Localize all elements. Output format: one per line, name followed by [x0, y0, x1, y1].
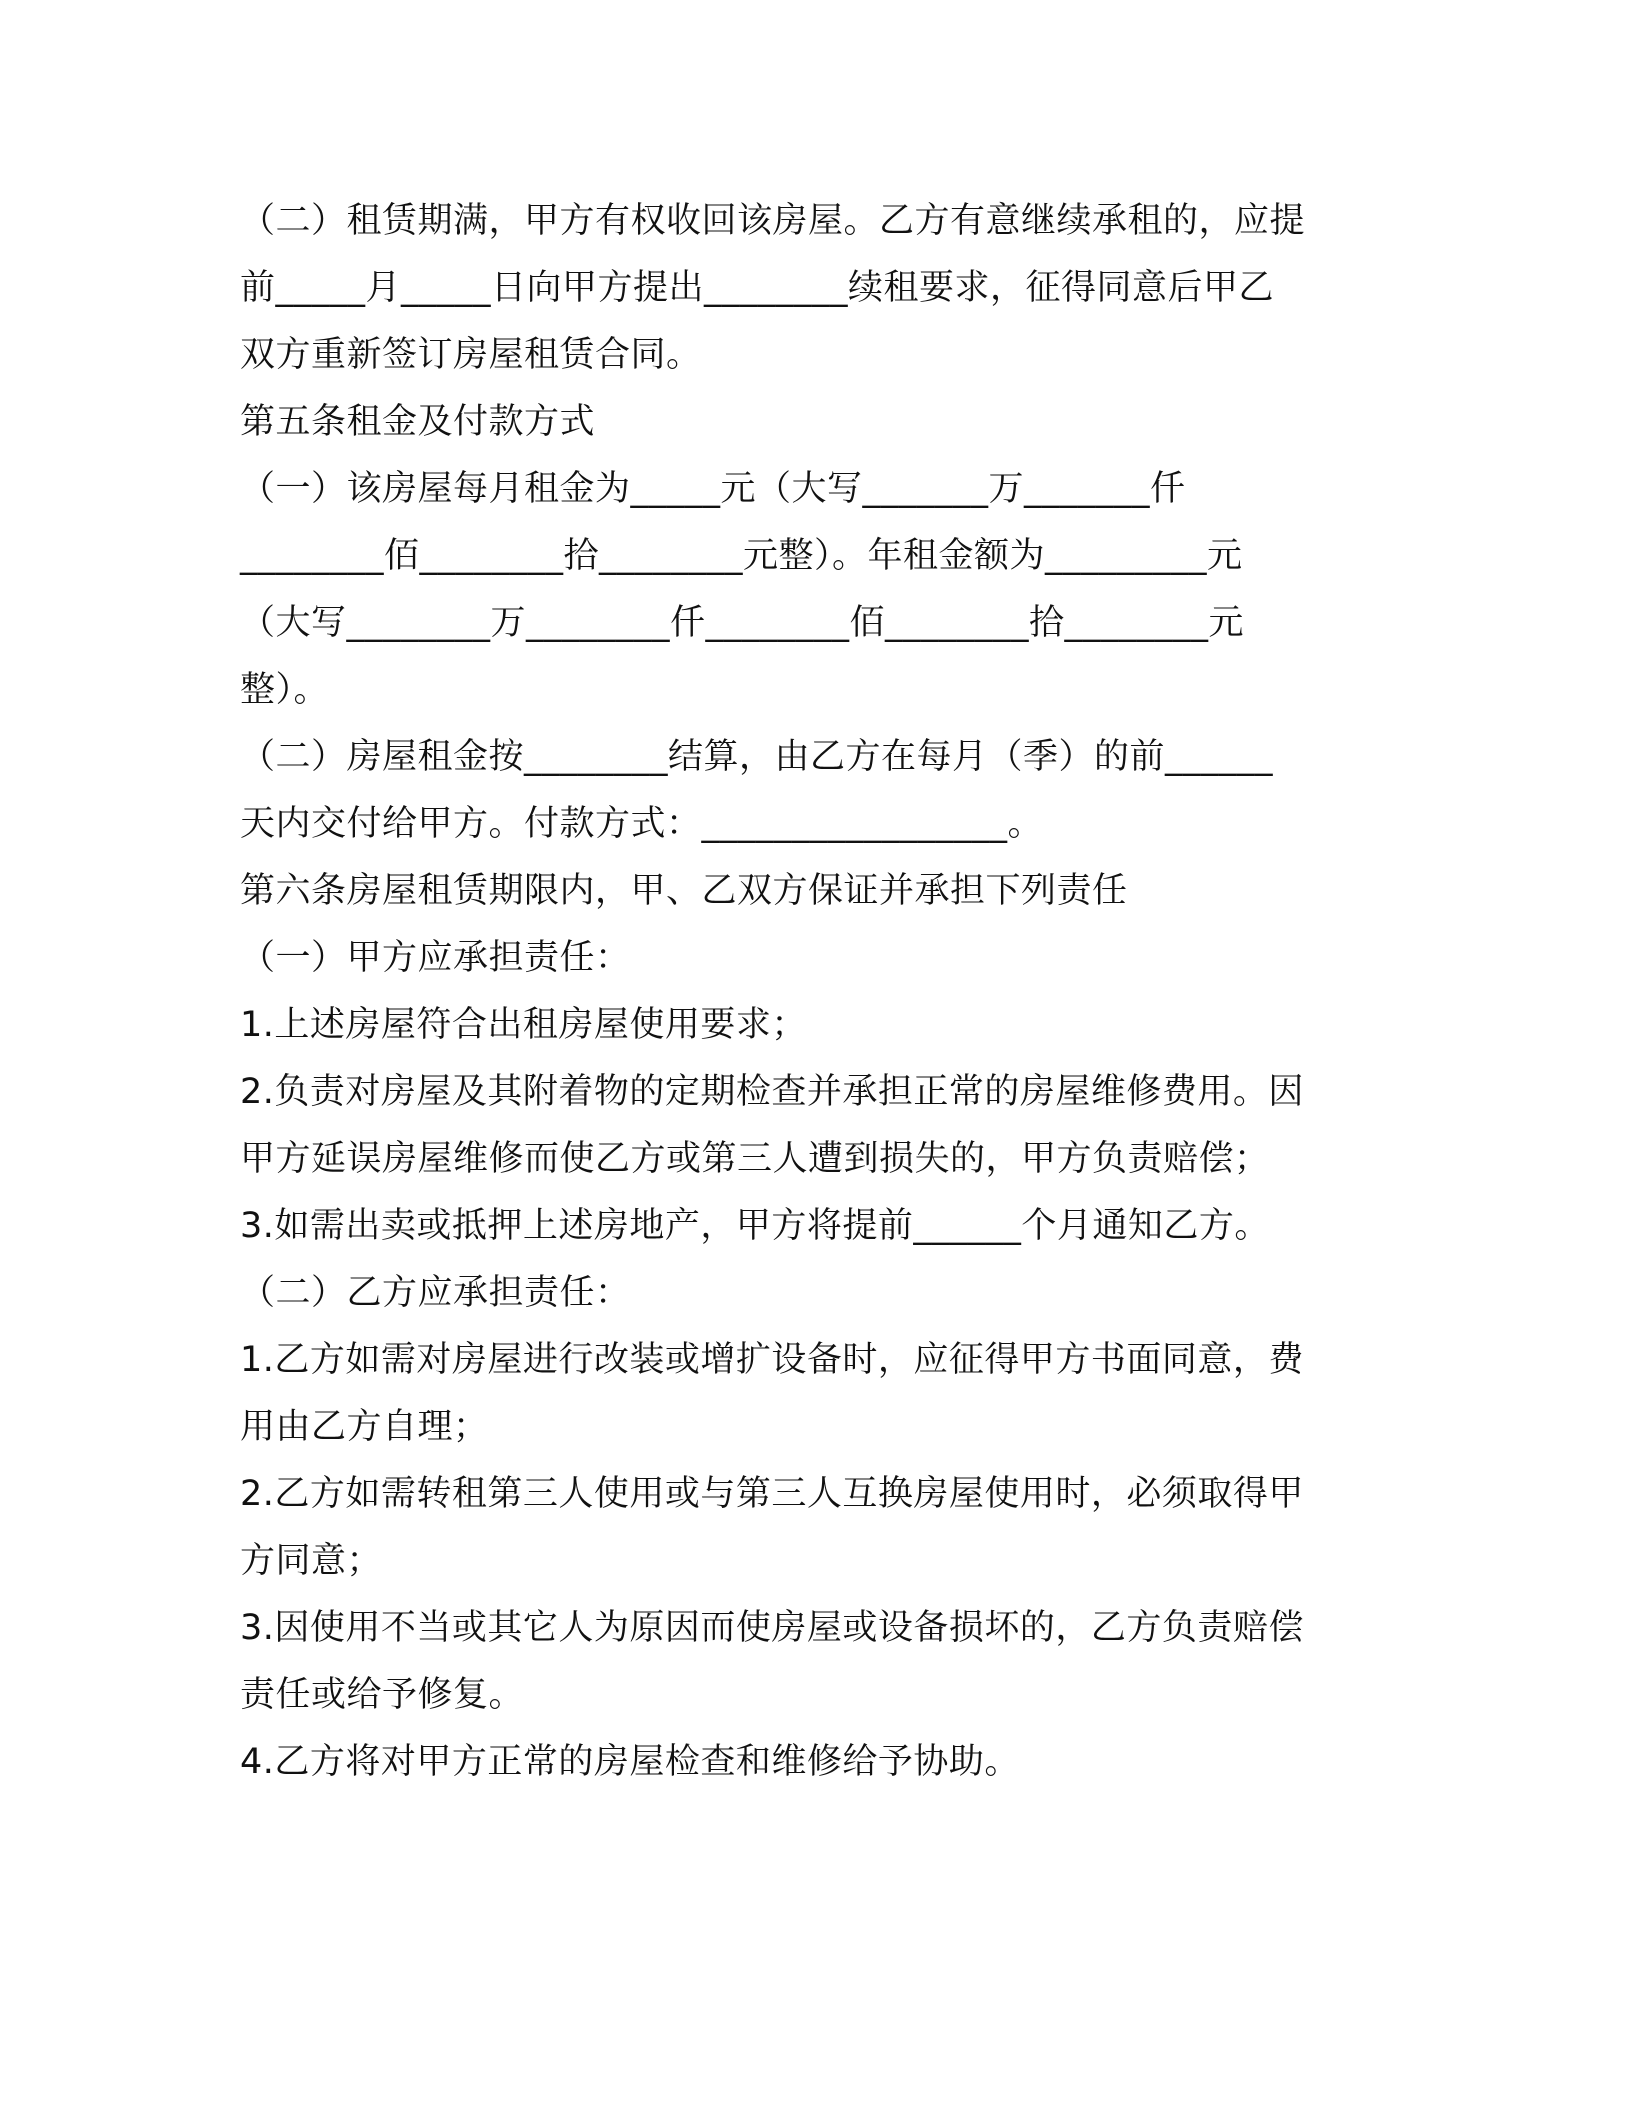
clause-5-1-line-1: （一）该房屋每月租金为_____元（大写_______万_______仟 [240, 469, 1186, 509]
clause-5-1-line-4: 整）。 [240, 670, 330, 710]
article-6-heading: 第六条房屋租赁期限内，甲、乙双方保证并承担下列责任 [240, 871, 1128, 911]
clause-6-2-item-1-line-1: 1.乙方如需对房屋进行改装或增扩设备时，应征得甲方书面同意，费 [240, 1340, 1304, 1380]
clause-6-1-item-2-line-2: 甲方延误房屋维修而使乙方或第三人遭到损失的，甲方负责赔偿； [240, 1139, 1270, 1179]
clause-4-2-line-2: 前_____月_____日向甲方提出________续租要求，征得同意后甲乙 [240, 268, 1275, 308]
clause-5-1-line-3: （大写________万________仟________佰________拾________元 [240, 603, 1245, 643]
clause-6-2-heading: （二）乙方应承担责任： [240, 1273, 631, 1313]
clause-6-1-item-1: 1.上述房屋符合出租房屋使用要求； [240, 1005, 807, 1045]
article-5-heading: 第五条租金及付款方式 [240, 402, 596, 442]
clause-6-1-heading: （一）甲方应承担责任： [240, 938, 631, 978]
clause-6-2-item-3-line-1: 3.因使用不当或其它人为原因而使房屋或设备损坏的，乙方负责赔偿 [240, 1608, 1304, 1648]
clause-5-1-line-2: ________佰________拾________元整）。年租金额为_________元 [240, 536, 1243, 576]
clause-6-2-item-2-line-2: 方同意； [240, 1541, 383, 1581]
clause-4-2-line-1: （二）租赁期满，甲方有权收回该房屋。乙方有意继续承租的，应提 [240, 201, 1306, 241]
clause-6-2-item-3-line-2: 责任或给予修复。 [240, 1675, 525, 1715]
document-page [240, 188, 1390, 1796]
clause-6-1-item-3: 3.如需出卖或抵押上述房地产，甲方将提前______个月通知乙方。 [240, 1206, 1270, 1246]
clause-6-2-item-2-line-1: 2.乙方如需转租第三人使用或与第三人互换房屋使用时，必须取得甲 [240, 1474, 1304, 1514]
clause-6-1-item-2-line-1: 2.负责对房屋及其附着物的定期检查并承担正常的房屋维修费用。因 [240, 1072, 1304, 1112]
clause-5-2-line-1: （二）房屋租金按________结算，由乙方在每月（季）的前______ [240, 737, 1274, 777]
clause-5-2-line-2: 天内交付给甲方。付款方式：_________________。 [240, 804, 1044, 844]
clause-6-2-item-1-line-2: 用由乙方自理； [240, 1407, 489, 1447]
clause-4-2-line-3: 双方重新签订房屋租赁合同。 [240, 335, 702, 375]
clause-6-2-item-4: 4.乙方将对甲方正常的房屋检查和维修给予协助。 [240, 1742, 1020, 1782]
